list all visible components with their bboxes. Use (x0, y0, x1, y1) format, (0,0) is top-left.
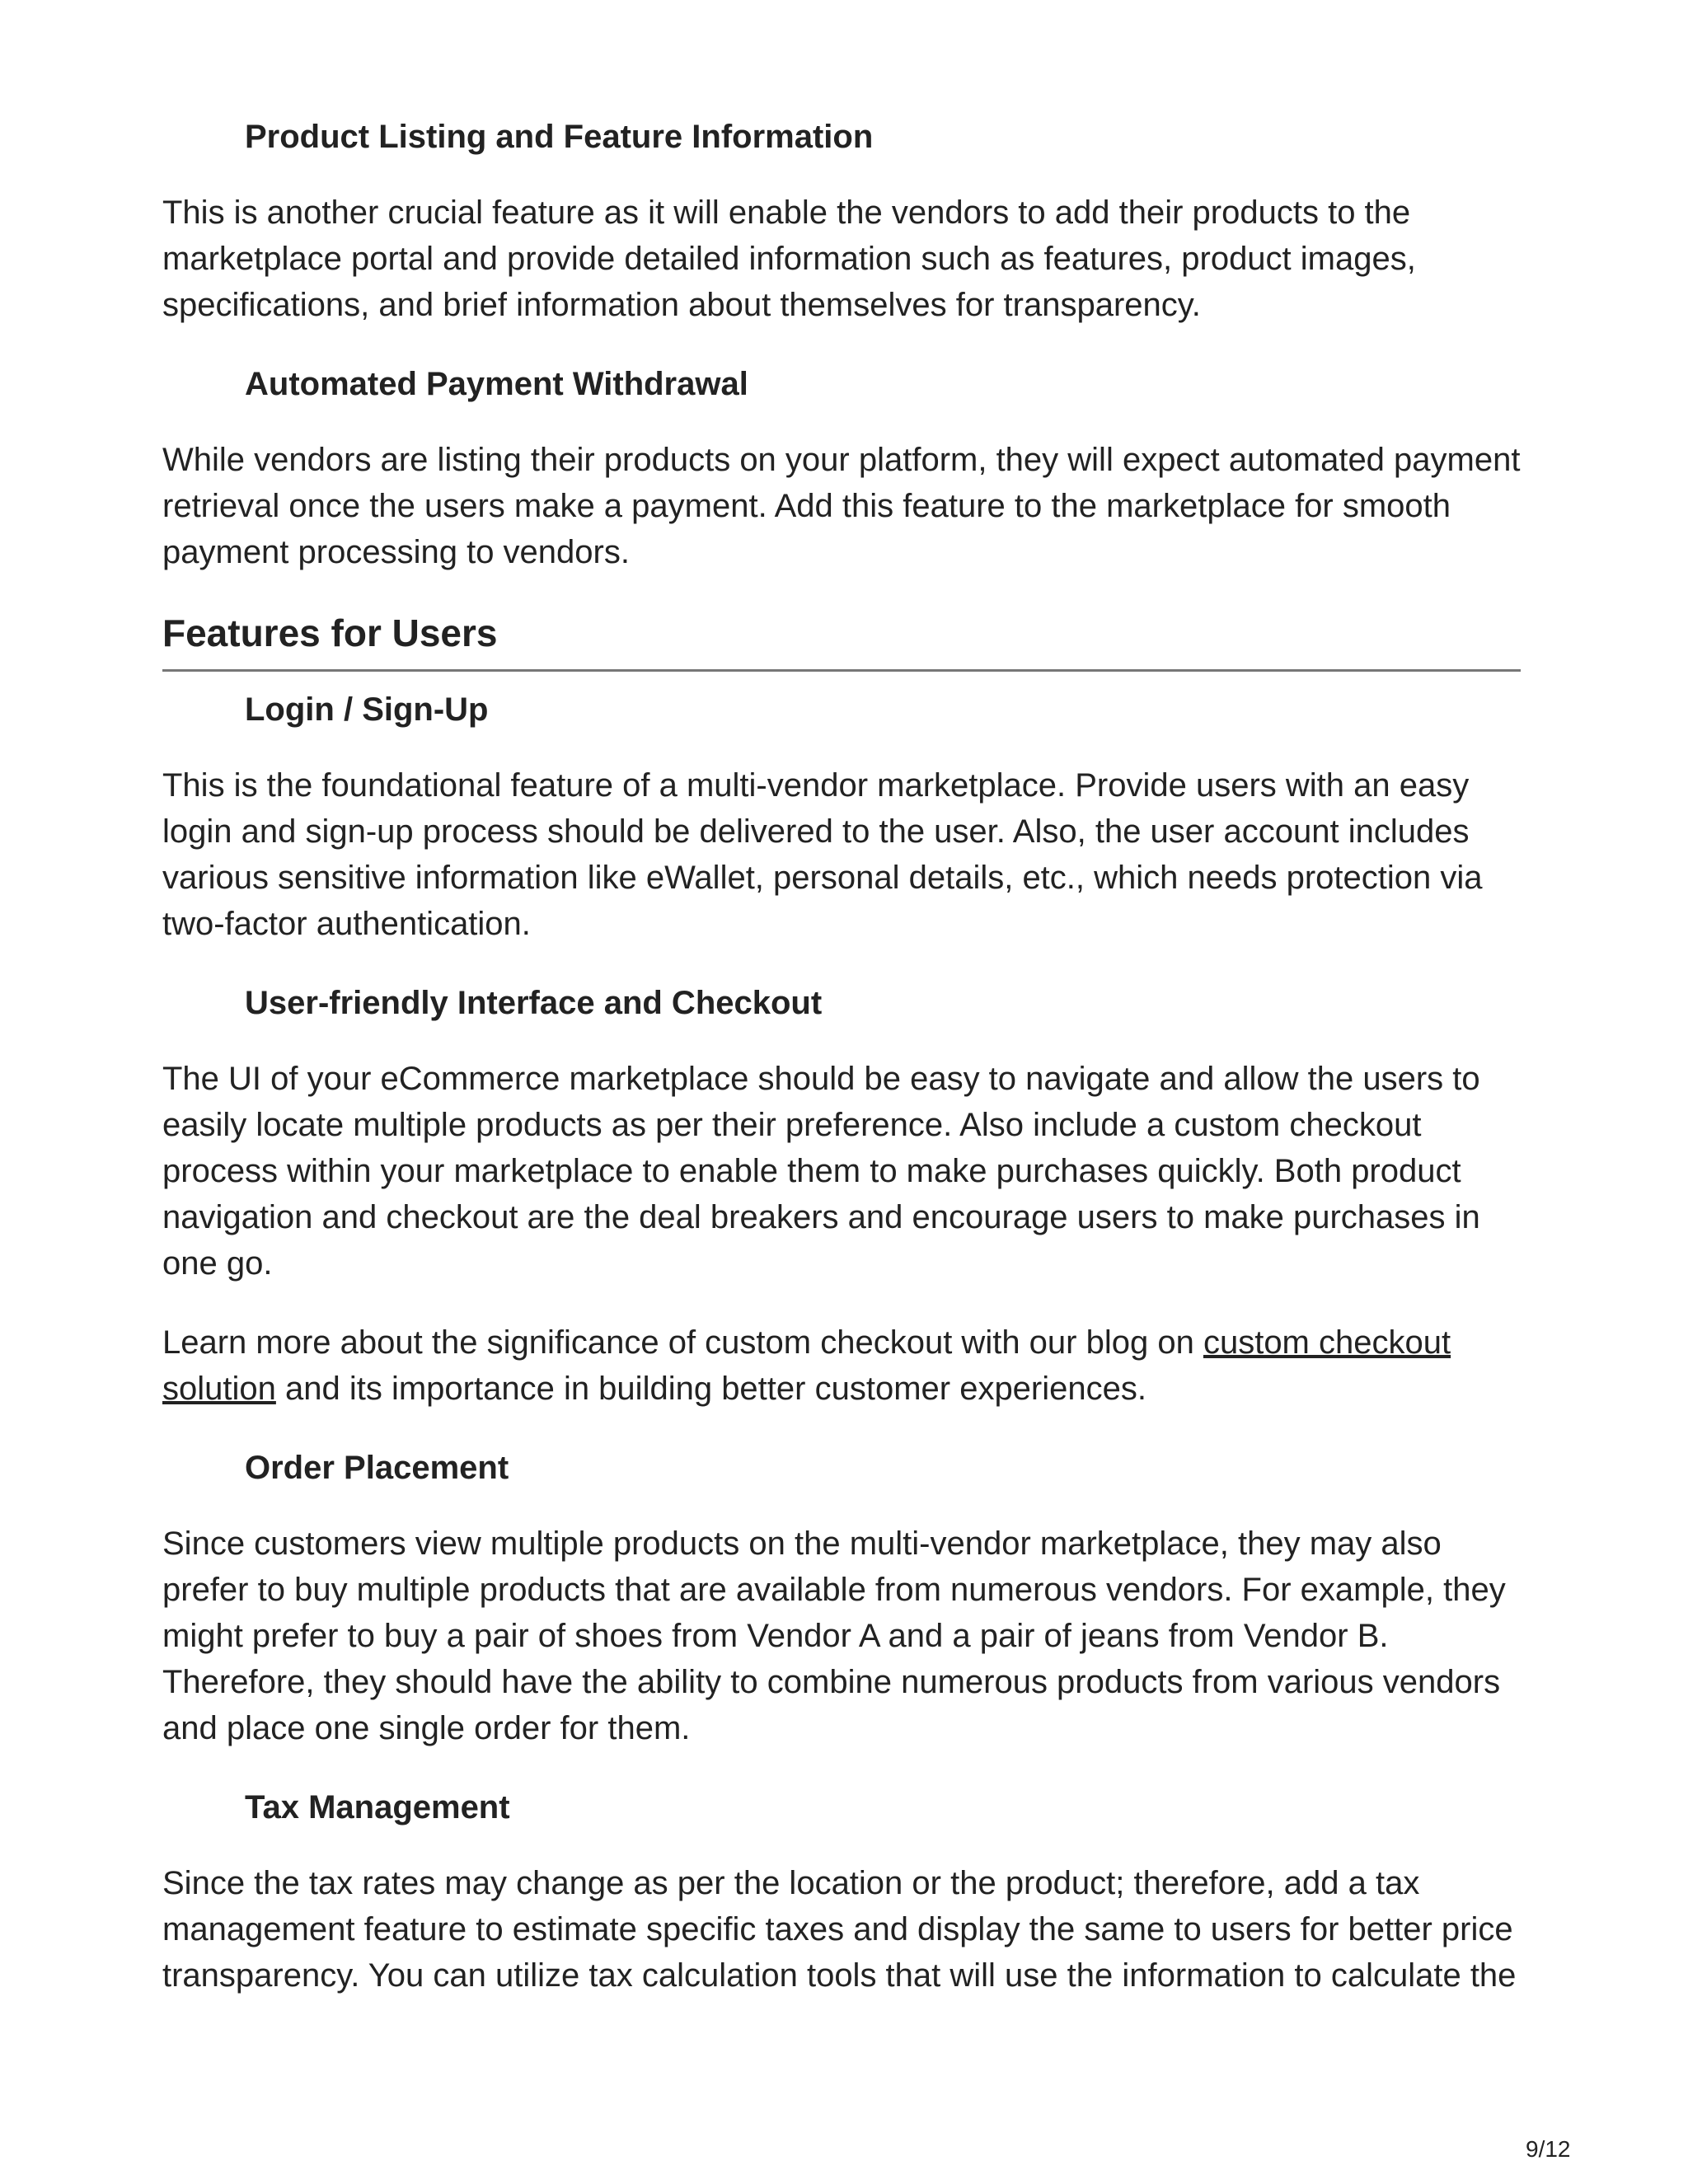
paragraph-product-listing: This is another crucial feature as it will enable the vendors to add their products to the marketplace portal and provide detailed information such as features, product images, specifications, and brief information about themselves for transparency. (162, 194, 1416, 323)
link-paragraph-after: and its importance in building better customer experiences. (275, 1371, 1146, 1407)
custom-checkout-solution-link[interactable]: custom checkout solution (162, 1324, 1451, 1407)
subheading-user-friendly-interface: User-friendly Interface and Checkout (245, 985, 823, 1021)
paragraph-custom-checkout-link (162, 1319, 1521, 1412)
subheading-login-signup: Login / Sign-Up (245, 691, 489, 728)
subheading-tax-management: Tax Management (245, 1789, 510, 1825)
subheading-order-placement: Order Placement (245, 1450, 509, 1486)
paragraph-tax-management: Since the tax rates may change as per the location or the product; therefore, add a tax management feature to estimate specific taxes and display the same to users for better price transparency. You can utilize tax calculation tools that will use the information to calculate the (162, 1865, 1517, 1994)
article-body (162, 114, 1521, 2032)
paragraph-automated-payment: While vendors are listing their products on your platform, they will expect automated payment retrieval once the users make a payment. Add this feature to the marketplace for smooth payment processing to vendors. (162, 442, 1521, 570)
subheading-product-listing: Product Listing and Feature Information (245, 119, 874, 155)
paragraph-login-signup: This is the foundational feature of a multi-vendor marketplace. Provide users with an easy login and sign-up process should be delivered to the user. Also, the user account includes various sensitive information like eWallet, personal details, etc., which needs protection via two-factor authentication. (162, 767, 1483, 942)
page-number: 9/12 (1526, 2136, 1571, 2162)
link-paragraph-before: Learn more about the significance of custom checkout with our blog on (162, 1324, 1203, 1361)
paragraph-order-placement: Since customers view multiple products on the multi-vendor marketplace, they may also prefer to buy multiple products that are available from numerous vendors. For example, they might prefer to buy a pair of shoes from Vendor A and a pair of jeans from Vendor B. Therefore, they should have the ability to combine numerous products from various vendors and place one single order for them. (162, 1526, 1506, 1746)
subheading-automated-payment: Automated Payment Withdrawal (245, 366, 748, 402)
section-title-features-for-users: Features for Users (162, 608, 1521, 672)
paragraph-user-friendly-interface: The UI of your eCommerce marketplace should be easy to navigate and allow the users to easily locate multiple products as per their preference. Also include a custom checkout process within your marketplace to enable them to make purchases quickly. Both product navigation and checkout are the deal breakers and encourage users to make purchases in one go. (162, 1061, 1480, 1282)
